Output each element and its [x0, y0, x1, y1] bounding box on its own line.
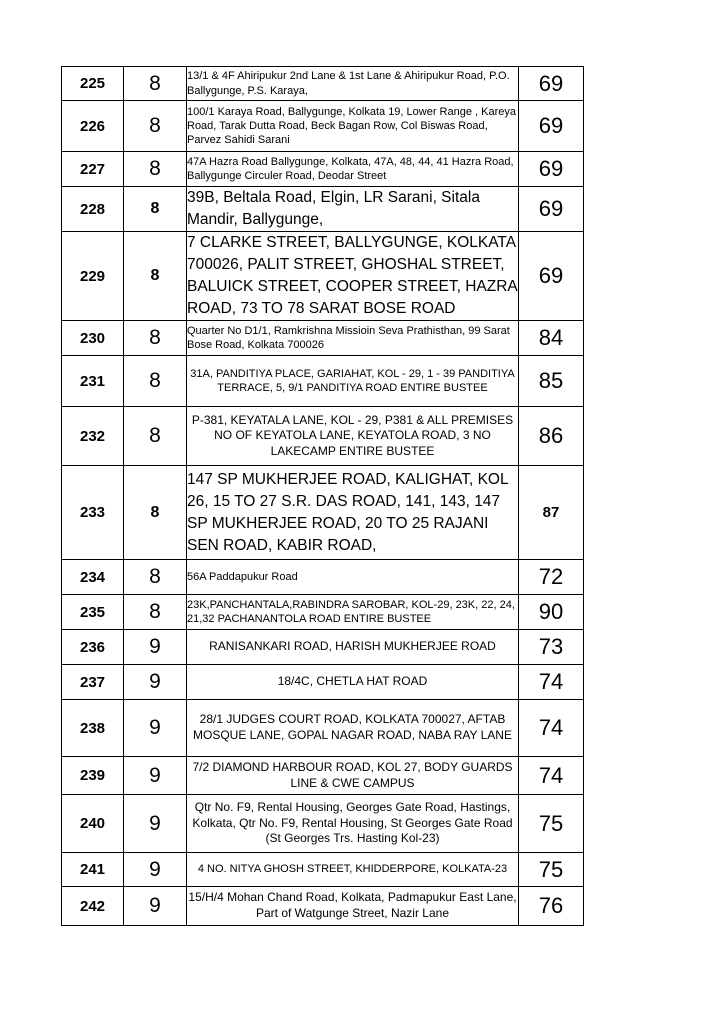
serial-number: 233	[62, 466, 124, 560]
serial-number: 230	[62, 321, 124, 356]
serial-number: 237	[62, 665, 124, 700]
table-row	[62, 757, 584, 795]
table-row	[62, 853, 584, 887]
table-row	[62, 356, 584, 407]
address-cell: 47A Hazra Road Ballygunge, Kolkata, 47A, 48, 44, 41 Hazra Road, Ballygunge Circuler Road, Deodar Street	[187, 152, 519, 187]
booth-number: 85	[519, 356, 584, 407]
address-table	[61, 66, 584, 926]
ward-number: 9	[124, 757, 187, 795]
booth-number: 69	[519, 187, 584, 232]
booth-number: 87	[519, 466, 584, 560]
ward-number: 9	[124, 887, 187, 926]
booth-number: 69	[519, 152, 584, 187]
table-row	[62, 466, 584, 560]
ward-number: 8	[124, 356, 187, 407]
table-row	[62, 101, 584, 152]
booth-number: 74	[519, 757, 584, 795]
table-row	[62, 630, 584, 665]
booth-number: 90	[519, 595, 584, 630]
booth-number: 74	[519, 665, 584, 700]
serial-number: 236	[62, 630, 124, 665]
ward-number: 9	[124, 700, 187, 757]
address-cell: 28/1 JUDGES COURT ROAD, KOLKATA 700027, AFTAB MOSQUE LANE, GOPAL NAGAR ROAD, NABA RAY LANE	[187, 700, 519, 757]
ward-number: 8	[124, 407, 187, 466]
booth-number: 69	[519, 101, 584, 152]
ward-number: 8	[124, 152, 187, 187]
serial-number: 239	[62, 757, 124, 795]
ward-number: 9	[124, 795, 187, 853]
address-cell: 100/1 Karaya Road, Ballygunge, Kolkata 19, Lower Range , Kareya Road, Tarak Dutta Road, Beck Bagan Row, Col Biswas Road, Parvez Sahidi Sarani	[187, 101, 519, 152]
serial-number: 226	[62, 101, 124, 152]
address-cell: 4 NO. NITYA GHOSH STREET, KHIDDERPORE, KOLKATA-23	[187, 853, 519, 887]
address-cell: RANISANKARI ROAD, HARISH MUKHERJEE ROAD	[187, 630, 519, 665]
ward-number: 9	[124, 630, 187, 665]
serial-number: 241	[62, 853, 124, 887]
table-row	[62, 560, 584, 595]
address-cell: 18/4C, CHETLA HAT ROAD	[187, 665, 519, 700]
serial-number: 238	[62, 700, 124, 757]
serial-number: 225	[62, 67, 124, 101]
booth-number: 69	[519, 232, 584, 321]
booth-number: 75	[519, 795, 584, 853]
table-row	[62, 665, 584, 700]
booth-number: 84	[519, 321, 584, 356]
address-cell: 7/2 DIAMOND HARBOUR ROAD, KOL 27, BODY GUARDS LINE & CWE CAMPUS	[187, 757, 519, 795]
address-cell: 15/H/4 Mohan Chand Road, Kolkata, Padmapukur East Lane, Part of Watgunge Street, Nazir Lane	[187, 887, 519, 926]
serial-number: 227	[62, 152, 124, 187]
booth-number: 76	[519, 887, 584, 926]
table-row	[62, 795, 584, 853]
ward-number: 8	[124, 187, 187, 232]
table-row	[62, 407, 584, 466]
table-row	[62, 67, 584, 101]
booth-number: 74	[519, 700, 584, 757]
serial-number: 234	[62, 560, 124, 595]
address-cell: 7 CLARKE STREET, BALLYGUNGE, KOLKATA 700026, PALIT STREET, GHOSHAL STREET, BALUICK STREET, COOPER STREET, HAZRA ROAD, 73 TO 78 SARAT BOSE ROAD	[187, 232, 519, 321]
table-row	[62, 187, 584, 232]
address-cell: 147 SP MUKHERJEE ROAD, KALIGHAT, KOL 26, 15 TO 27 S.R. DAS ROAD, 141, 143, 147 SP MUKHERJEE ROAD, 20 TO 25 RAJANI SEN ROAD, KABIR ROAD,	[187, 466, 519, 560]
address-cell: Qtr No. F9, Rental Housing, Georges Gate Road, Hastings, Kolkata, Qtr No. F9, Rental Housing, St Georges Gate Road (St Georges Trs. Hasting Kol-23)	[187, 795, 519, 853]
serial-number: 242	[62, 887, 124, 926]
ward-number: 8	[124, 321, 187, 356]
booth-number: 75	[519, 853, 584, 887]
ward-number: 8	[124, 595, 187, 630]
table-row	[62, 887, 584, 926]
serial-number: 228	[62, 187, 124, 232]
ward-number: 8	[124, 232, 187, 321]
ward-number: 8	[124, 466, 187, 560]
serial-number: 240	[62, 795, 124, 853]
address-cell: P-381, KEYATALA LANE, KOL - 29, P381 & ALL PREMISES NO OF KEYATOLA LANE, KEYATOLA ROAD, 3 NO LAKECAMP ENTIRE BUSTEE	[187, 407, 519, 466]
booth-number: 72	[519, 560, 584, 595]
ward-number: 9	[124, 853, 187, 887]
table-row	[62, 232, 584, 321]
address-cell: 13/1 & 4F Ahiripukur 2nd Lane & 1st Lane & Ahiripukur Road, P.O. Ballygunge, P.S. Karaya,	[187, 67, 519, 101]
address-cell: Quarter No D1/1, Ramkrishna Missioin Seva Prathisthan, 99 Sarat Bose Road, Kolkata 700026	[187, 321, 519, 356]
booth-number: 73	[519, 630, 584, 665]
ward-number: 8	[124, 67, 187, 101]
serial-number: 235	[62, 595, 124, 630]
address-cell: 31A, PANDITIYA PLACE, GARIAHAT, KOL - 29, 1 - 39 PANDITIYA TERRACE, 5, 9/1 PANDITIYA ROAD ENTIRE BUSTEE	[187, 356, 519, 407]
ward-number: 9	[124, 665, 187, 700]
booth-number: 69	[519, 67, 584, 101]
table-row	[62, 700, 584, 757]
serial-number: 232	[62, 407, 124, 466]
address-cell: 23K,PANCHANTALA,RABINDRA SAROBAR, KOL-29, 23K, 22, 24, 21,32 PACHANANTOLA ROAD ENTIRE BUSTEE	[187, 595, 519, 630]
serial-number: 229	[62, 232, 124, 321]
table-row	[62, 152, 584, 187]
address-cell: 56A Paddapukur Road	[187, 560, 519, 595]
serial-number: 231	[62, 356, 124, 407]
table-row	[62, 595, 584, 630]
ward-number: 8	[124, 101, 187, 152]
booth-number: 86	[519, 407, 584, 466]
table-row	[62, 321, 584, 356]
address-cell: 39B, Beltala Road, Elgin, LR Sarani, Sitala Mandir, Ballygunge,	[187, 187, 519, 232]
ward-number: 8	[124, 560, 187, 595]
